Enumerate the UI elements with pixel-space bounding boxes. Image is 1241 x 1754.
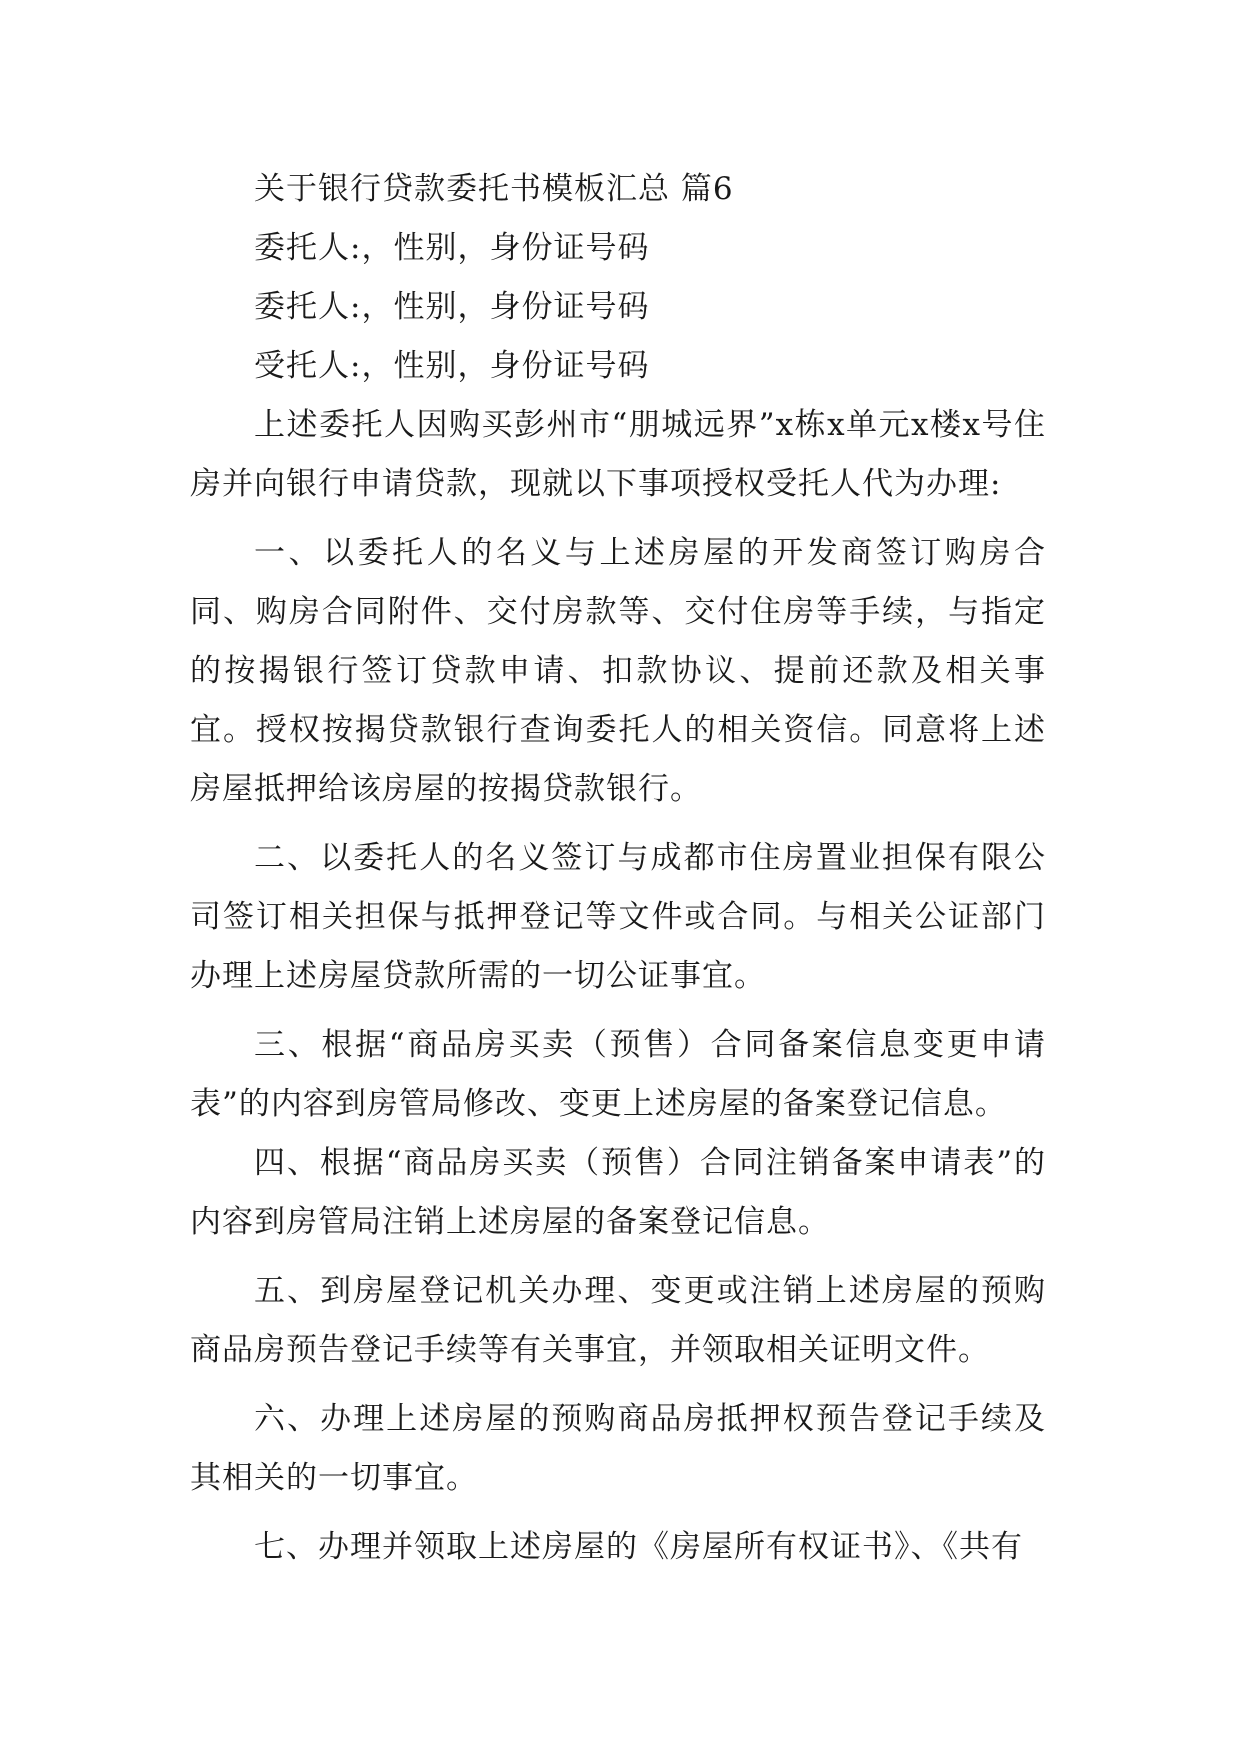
paragraph-item-5: 五、到房屋登记机关办理、变更或注销上述房屋的预购商品房预告登记手续等有关事宜，并领取相关证明文件。 [190,1273,1046,1368]
paragraph-intro: 上述委托人因购买彭州市“朋城远界”x栋x单元x楼x号住房并向银行申请贷款，现就以下事项授权受托人代为办理: [190,407,1046,502]
paragraph-item-7: 七、办理并领取上述房屋的《房屋所有权证书》、《共有 [254,1529,1023,1565]
paragraph-delegator-1: 委托人:，性别，身份证号码 [254,230,650,266]
paragraph-item-6: 六、办理上述房屋的预购商品房抵押权预告登记手续及其相关的一切事宜。 [190,1401,1046,1496]
paragraph-item-2: 二、以委托人的名义签订与成都市住房置业担保有限公司签订相关担保与抵押登记等文件或合同。与相关公证部门办理上述房屋贷款所需的一切公证事宜。 [190,840,1046,994]
paragraph-trustee: 受托人:，性别，身份证号码 [254,348,650,384]
document-title: 关于银行贷款委托书模板汇总 篇6 [254,171,734,207]
paragraph-item-1: 一、以委托人的名义与上述房屋的开发商签订购房合同、购房合同附件、交付房款等、交付住房等手续，与指定的按揭银行签订贷款申请、扣款协议、提前还款及相关事宜。授权按揭贷款银行查询委托人的相关资信。同意将上述房屋抵押给该房屋的按揭贷款银行。 [190,535,1046,807]
paragraph-delegator-2: 委托人:，性别，身份证号码 [254,289,650,325]
paragraph-item-3: 三、根据“商品房买卖（预售）合同备案信息变更申请表”的内容到房管局修改、变更上述房屋的备案登记信息。 [190,1027,1046,1122]
document-body [190,160,1046,1577]
paragraph-item-4: 四、根据“商品房买卖（预售）合同注销备案申请表”的内容到房管局注销上述房屋的备案登记信息。 [190,1145,1046,1240]
